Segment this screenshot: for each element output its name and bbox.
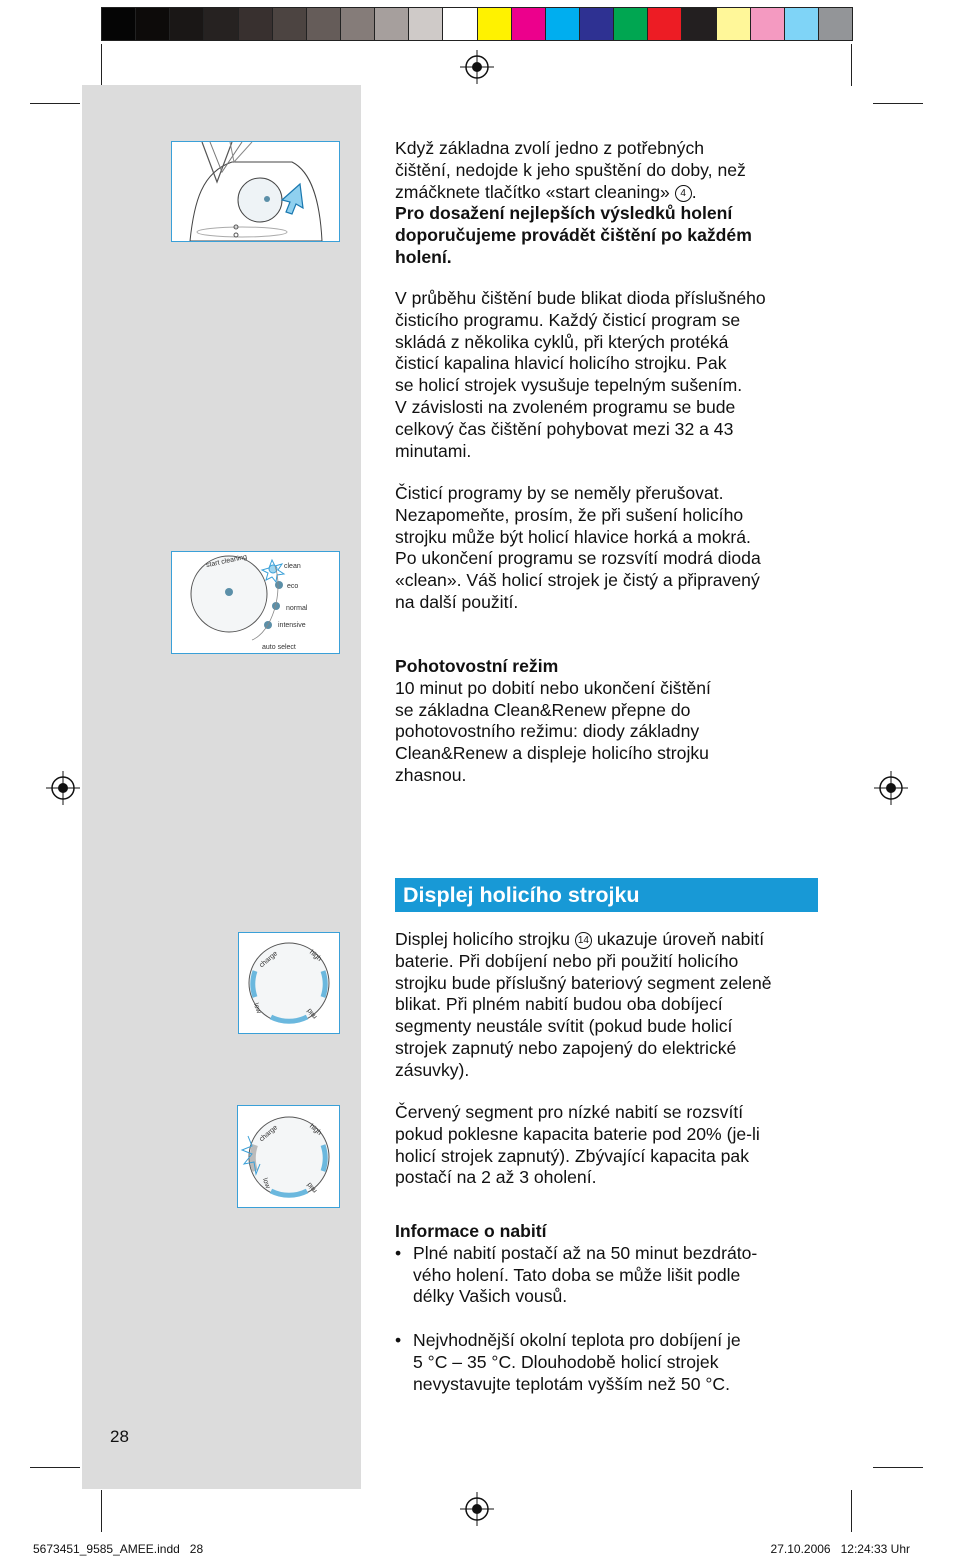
- illustration-column: [82, 85, 361, 1489]
- text-line: zásuvky).: [395, 1059, 470, 1080]
- paragraph-do-not-interrupt: [395, 483, 761, 614]
- color-swatch: [409, 8, 443, 40]
- color-swatch: [102, 8, 136, 40]
- text-line: strojku může být holicí hlavice horká a mokrá.: [395, 526, 751, 547]
- color-swatch: [204, 8, 238, 40]
- figure-start-cleaning: [171, 141, 340, 242]
- crop-mark: [851, 44, 852, 86]
- reference-number-4: 4: [675, 185, 692, 202]
- text-line: 5 °C – 35 °C. Dlouhodobě holicí strojek: [413, 1351, 719, 1372]
- high-label: high: [307, 1123, 323, 1137]
- text-line: minutami.: [395, 440, 472, 461]
- text-line: strojek zapnutý nebo zapojený do elektrické: [395, 1037, 737, 1058]
- paragraph-charging-info: [395, 1221, 757, 1395]
- figure-program-dial: [171, 551, 340, 654]
- footer-file-info: 5673451_9585_AMEE.indd 28: [33, 1542, 204, 1556]
- footer-timestamp: 27.10.2006 12:24:33 Uhr: [770, 1542, 910, 1556]
- text-line: Plné nabití postačí až na 50 minut bezdráto-: [413, 1242, 758, 1263]
- text-line: V závislosti na zvoleném programu se bude: [395, 396, 736, 417]
- intensive-label: intensive: [278, 622, 306, 629]
- text-line: se základna Clean&Renew přepne do: [395, 699, 691, 720]
- color-swatch: [614, 8, 648, 40]
- paragraph-shaver-display: [395, 929, 772, 1082]
- bullet-item: [395, 1330, 757, 1395]
- registration-mark-icon: [874, 771, 908, 805]
- cleaning-station-icon: [172, 142, 339, 241]
- color-swatch: [136, 8, 170, 40]
- charge-label: charge: [258, 1124, 280, 1144]
- text-line: Clean&Renew a displeje holicího strojku: [395, 743, 709, 764]
- text-line: čisticího programu. Každý čisticí program se: [395, 309, 741, 330]
- paragraph-cleaning-process: [395, 288, 766, 462]
- text-line: pokud poklesne kapacita baterie pod 20% (je-li: [395, 1123, 760, 1144]
- mid-label: mid: [306, 1006, 319, 1020]
- bold-text-line: holení.: [395, 246, 452, 267]
- paragraph-standby: [395, 656, 711, 787]
- text-line: se holicí strojek vysušuje tepelným sušením.: [395, 375, 743, 396]
- auto-select-label: auto select: [262, 644, 296, 651]
- battery-low-display-illustration: [238, 1106, 339, 1207]
- text-line: skládá z několika cyklů, při kterých protéká: [395, 331, 729, 352]
- normal-label: normal: [286, 605, 308, 612]
- mid-label: mid: [306, 1180, 319, 1194]
- crop-mark: [873, 1467, 923, 1468]
- color-swatch: [341, 8, 375, 40]
- text-line: čištění, nedojde k jeho spuštění do doby, než: [395, 159, 746, 180]
- text-line: baterie. Při dobíjení nebo při použití holicího: [395, 950, 739, 971]
- subheading-charging: Informace o nabití: [395, 1221, 547, 1241]
- text-line: celkový čas čištění pohybovat mezi 32 a 43: [395, 418, 734, 439]
- text-line: čisticí kapalina hlavicí holicího strojku. Pak: [395, 353, 727, 374]
- color-swatch: [648, 8, 682, 40]
- color-calibration-bar: [101, 7, 853, 41]
- color-swatch: [785, 8, 819, 40]
- crop-mark: [101, 1490, 102, 1532]
- text-line: délky Vašich vousů.: [413, 1286, 568, 1307]
- text-line: Nejvhodnější okolní teplota pro dobíjení je: [413, 1329, 741, 1350]
- color-swatch: [512, 8, 546, 40]
- crop-mark: [30, 1467, 80, 1468]
- charge-label: charge: [258, 950, 280, 970]
- text-line: Nezapomeňte, prosím, že při sušení holicího: [395, 504, 744, 525]
- crop-mark: [101, 44, 102, 86]
- registration-mark-icon: [460, 1492, 494, 1526]
- paragraph-start-cleaning: [395, 138, 752, 269]
- subheading-standby: Pohotovostní režim: [395, 656, 559, 676]
- text-line: holicí strojek zapnutý). Zbývající kapacita pak: [395, 1145, 749, 1166]
- text-line: pohotovostního režimu: diody základny: [395, 721, 700, 742]
- text-line: postačí na 2 až 3 oholení.: [395, 1167, 597, 1188]
- bullet-icon: •: [395, 1242, 402, 1263]
- bold-text-line: doporučujeme provádět čištění po každém: [395, 225, 752, 246]
- text-line: [395, 929, 772, 951]
- crop-mark: [30, 103, 80, 104]
- text-line: Když základna zvolí jedno z potřebných: [395, 138, 705, 158]
- text-line: na další použití.: [395, 591, 519, 612]
- text-line: 10 minut po dobití nebo ukončení čištění: [395, 677, 711, 698]
- color-swatch: [307, 8, 341, 40]
- text-fragment: zmáčknete tlačítko «start cleaning»: [395, 181, 670, 202]
- section-heading: Displej holicího strojku: [395, 878, 818, 912]
- high-label: high: [307, 949, 323, 963]
- registration-mark-icon: [46, 771, 80, 805]
- text-fragment: Displej holicího strojku: [395, 929, 571, 949]
- low-label: low: [260, 1177, 272, 1190]
- color-swatch: [717, 8, 751, 40]
- color-swatch: [239, 8, 273, 40]
- color-swatch: [546, 8, 580, 40]
- color-swatch: [375, 8, 409, 40]
- color-swatch: [273, 8, 307, 40]
- color-swatch: [819, 8, 852, 40]
- text-line: [395, 182, 752, 204]
- text-line: V průběhu čištění bude blikat dioda příslušného: [395, 288, 766, 308]
- eco-label: eco: [287, 583, 299, 590]
- text-line: zhasnou.: [395, 764, 467, 785]
- text-fragment: .: [691, 181, 697, 202]
- start-cleaning-label: start cleaning: [205, 553, 248, 570]
- color-swatch: [751, 8, 785, 40]
- text-line: Po ukončení programu se rozsvítí modrá dioda: [395, 548, 761, 569]
- figure-shaver-display: [238, 932, 340, 1034]
- battery-display-illustration: [239, 933, 339, 1033]
- page-number: 28: [110, 1427, 129, 1446]
- paragraph-low-battery: [395, 1102, 760, 1189]
- crop-mark: [851, 1490, 852, 1532]
- text-line: Červený segment pro nízké nabití se rozsvítí: [395, 1102, 744, 1122]
- bullet-icon: •: [395, 1329, 402, 1350]
- bullet-item: [395, 1243, 757, 1308]
- text-line: nevystavujte teplotám vyšším než 50 °C.: [413, 1373, 731, 1394]
- color-swatch: [478, 8, 512, 40]
- program-dial-illustration: [172, 552, 339, 653]
- low-label: low: [251, 1002, 263, 1015]
- text-line: segmenty neustále svítit (pokud bude holicí: [395, 1016, 733, 1037]
- text-fragment: ukazuje úroveň nabití: [596, 929, 765, 949]
- figure-shaver-display-low: [237, 1105, 340, 1208]
- text-line: «clean». Váš holicí strojek je čistý a připravený: [395, 570, 760, 591]
- color-swatch: [682, 8, 716, 40]
- clean-label: clean: [284, 563, 301, 570]
- reference-number-14: 14: [575, 932, 592, 949]
- bold-text-line: Pro dosažení nejlepších výsledků holení: [395, 203, 733, 224]
- text-line: blikat. Při plném nabití budou oba dobíjecí: [395, 994, 723, 1015]
- text-line: strojku bude příslušný bateriový segment zeleně: [395, 972, 772, 993]
- color-swatch: [170, 8, 204, 40]
- crop-mark: [873, 103, 923, 104]
- registration-mark-icon: [460, 50, 494, 84]
- color-swatch: [580, 8, 614, 40]
- text-line: Čisticí programy by se neměly přerušovat.: [395, 483, 724, 503]
- text-line: vého holení. Tato doba se může lišit podle: [413, 1264, 741, 1285]
- color-swatch: [443, 8, 477, 40]
